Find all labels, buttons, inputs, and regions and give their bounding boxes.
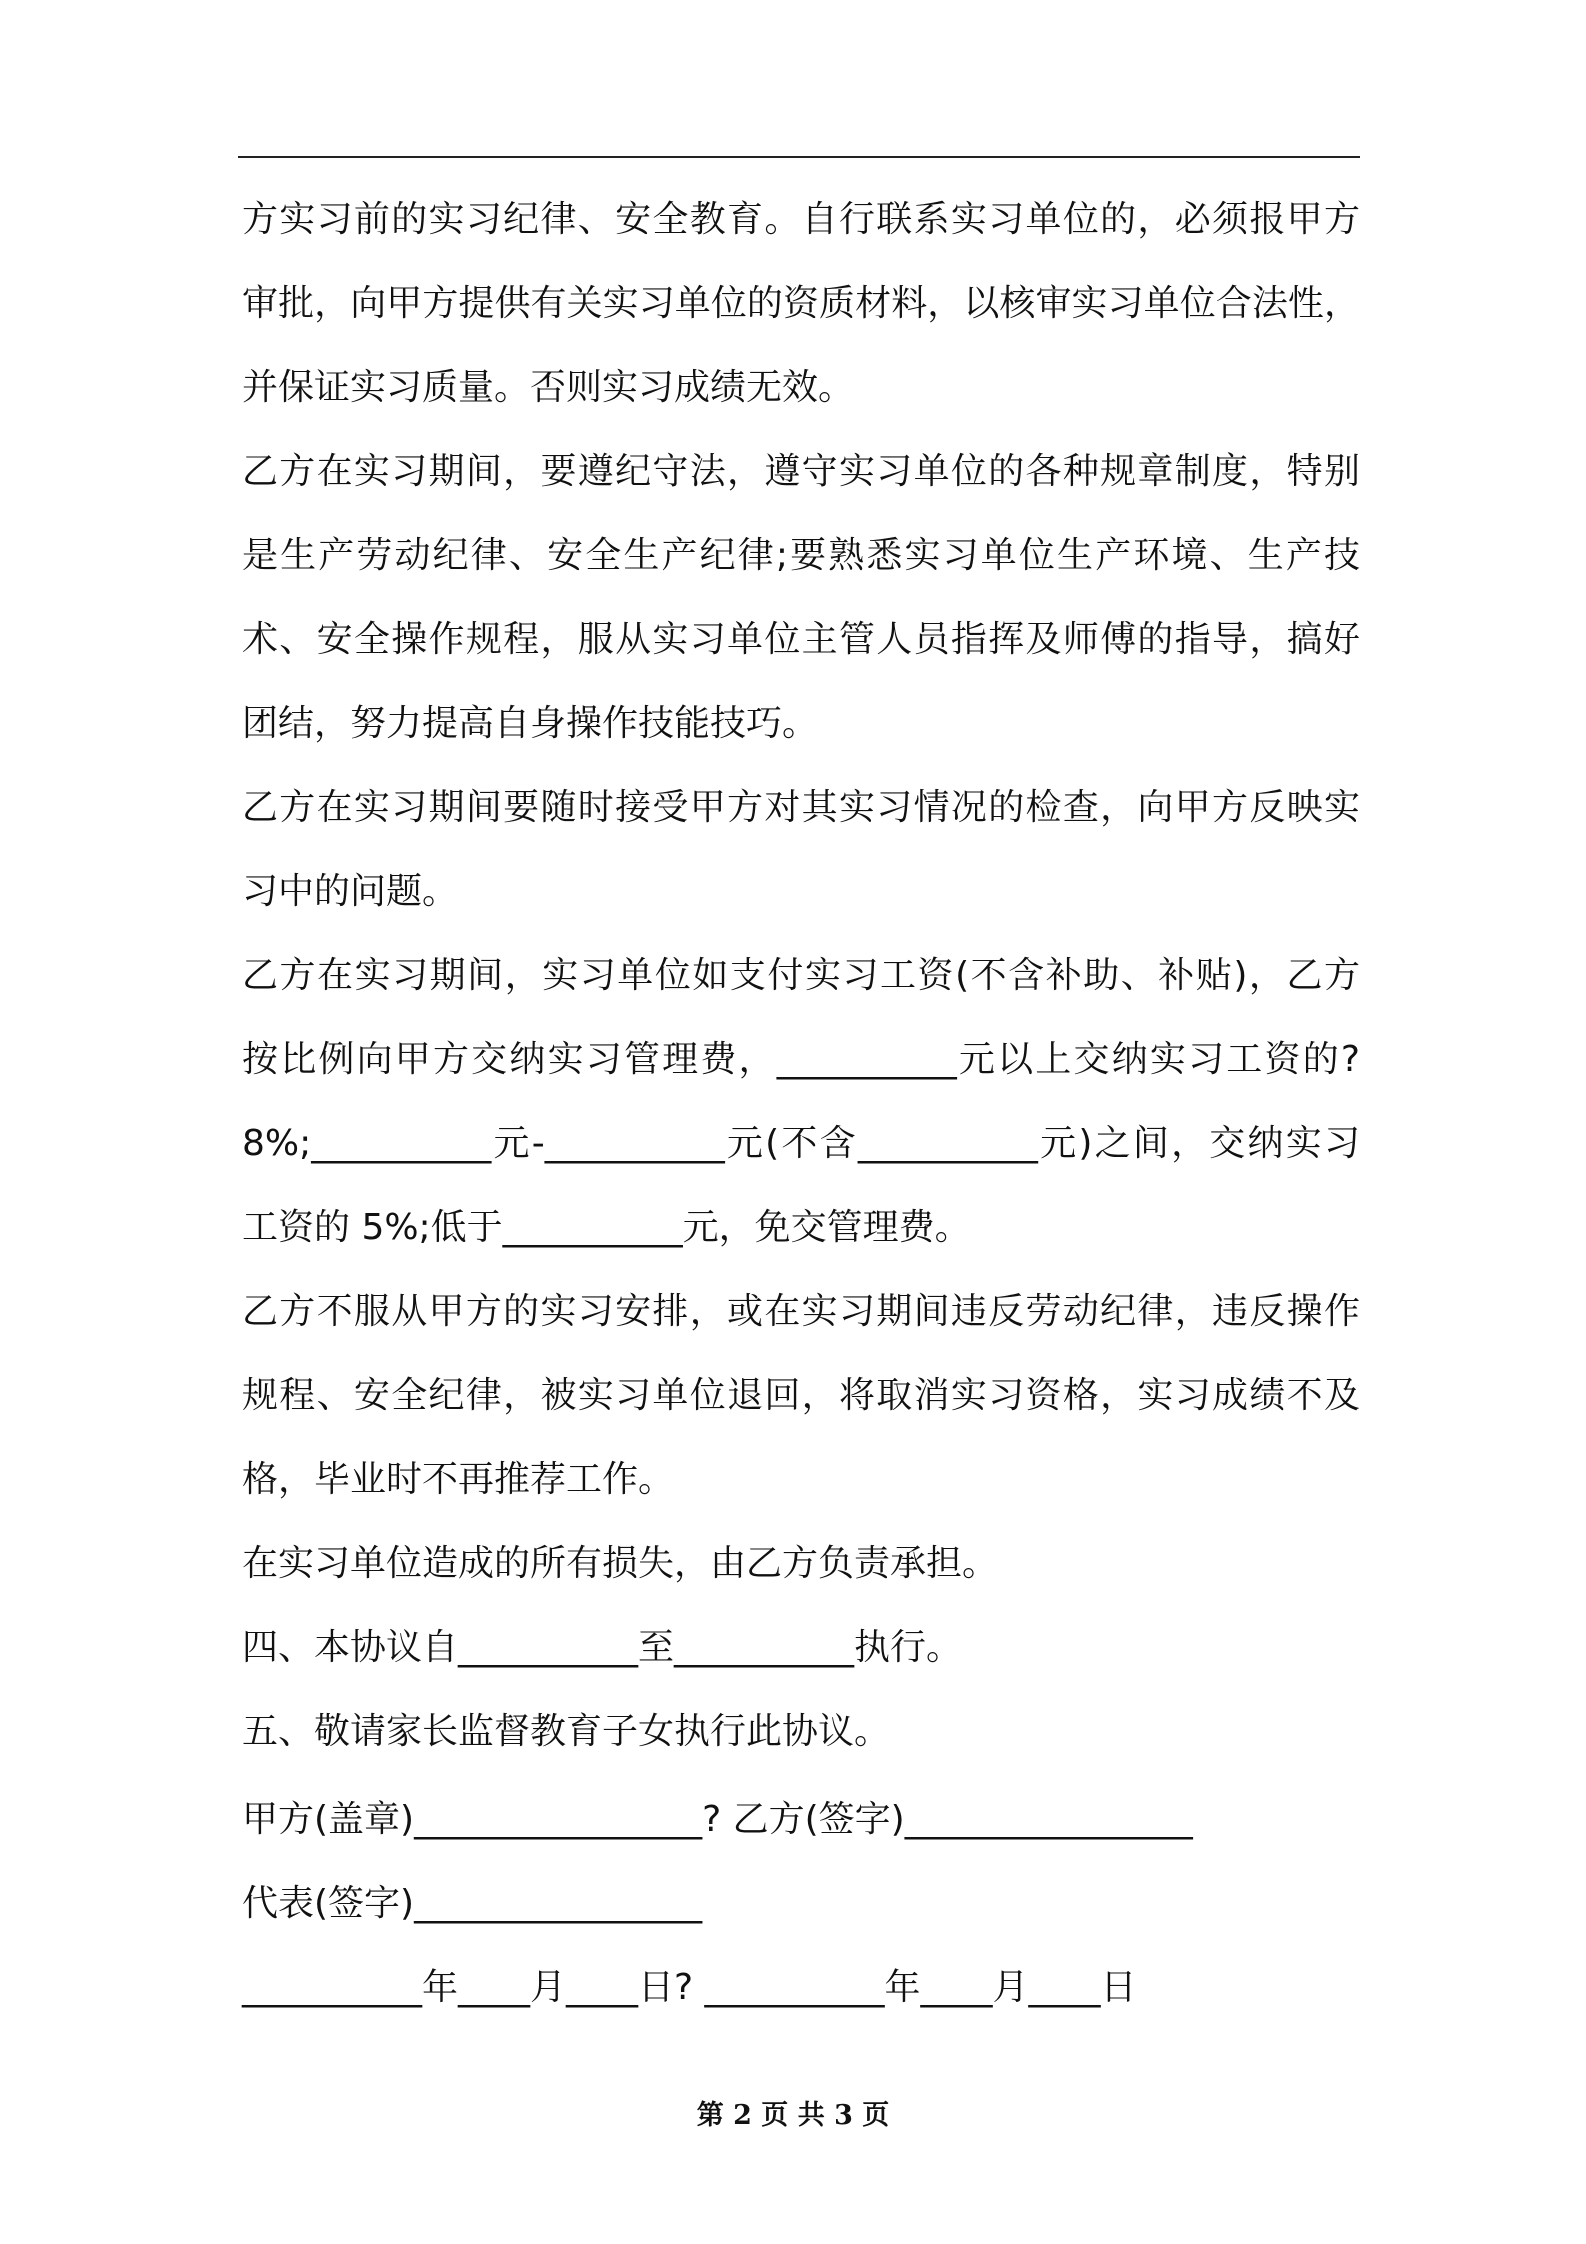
text-line: 团结，努力提高自身操作技能技巧。 bbox=[242, 703, 819, 744]
text-line: 审批，向甲方提供有关实习单位的资质材料，以核审实习单位合法性， bbox=[242, 283, 1360, 324]
text-line: 五、敬请家长监督教育子女执行此协议。 bbox=[242, 1711, 891, 1752]
text-line: 并保证实习质量。否则实习成绩无效。 bbox=[242, 367, 855, 408]
text-line: 格，毕业时不再推荐工作。 bbox=[242, 1459, 675, 1500]
page-number: 第 2 页 共 3 页 bbox=[696, 2100, 890, 2131]
text-line: 在实习单位造成的所有损失，由乙方负责承担。 bbox=[242, 1543, 999, 1584]
text-line: 习中的问题。 bbox=[242, 871, 459, 912]
text-line: 术、安全操作规程，服从实习单位主管人员指挥及师傅的指导，搞好 bbox=[242, 619, 1360, 660]
text-line: 规程、安全纪律，被实习单位退回，将取消实习资格，实习成绩不及 bbox=[242, 1375, 1360, 1416]
text-line: 是生产劳动纪律、安全生产纪律;要熟悉实习单位生产环境、生产技 bbox=[242, 535, 1360, 576]
text-line: 方实习前的实习纪律、安全教育。自行联系实习单位的，必须报甲方 bbox=[242, 199, 1360, 240]
text-line: 四、本协议自__________至__________执行。 bbox=[242, 1627, 963, 1668]
text-line: 乙方不服从甲方的实习安排，或在实习期间违反劳动纪律，违反操作 bbox=[242, 1291, 1360, 1332]
signature-line: 甲方(盖章)________________? 乙方(签字)________________ bbox=[242, 1799, 1193, 1840]
signature-line: 代表(签字)________________ bbox=[242, 1883, 703, 1924]
header-rule bbox=[238, 156, 1360, 158]
date-line: __________年____月____日? __________年____月____日 bbox=[242, 1967, 1137, 2008]
text-line: 8%;__________元-__________元(不含__________元)之间，交纳实习 bbox=[242, 1123, 1360, 1164]
text-line: 乙方在实习期间，要遵纪守法，遵守实习单位的各种规章制度，特别 bbox=[242, 451, 1360, 492]
text-line: 按比例向甲方交纳实习管理费，__________元以上交纳实习工资的? bbox=[242, 1039, 1360, 1080]
text-line: 乙方在实习期间要随时接受甲方对其实习情况的检查，向甲方反映实 bbox=[242, 787, 1360, 828]
text-line: 工资的 5%;低于__________元，免交管理费。 bbox=[242, 1207, 971, 1248]
text-line: 乙方在实习期间，实习单位如支付实习工资(不含补助、补贴)，乙方 bbox=[242, 955, 1360, 996]
